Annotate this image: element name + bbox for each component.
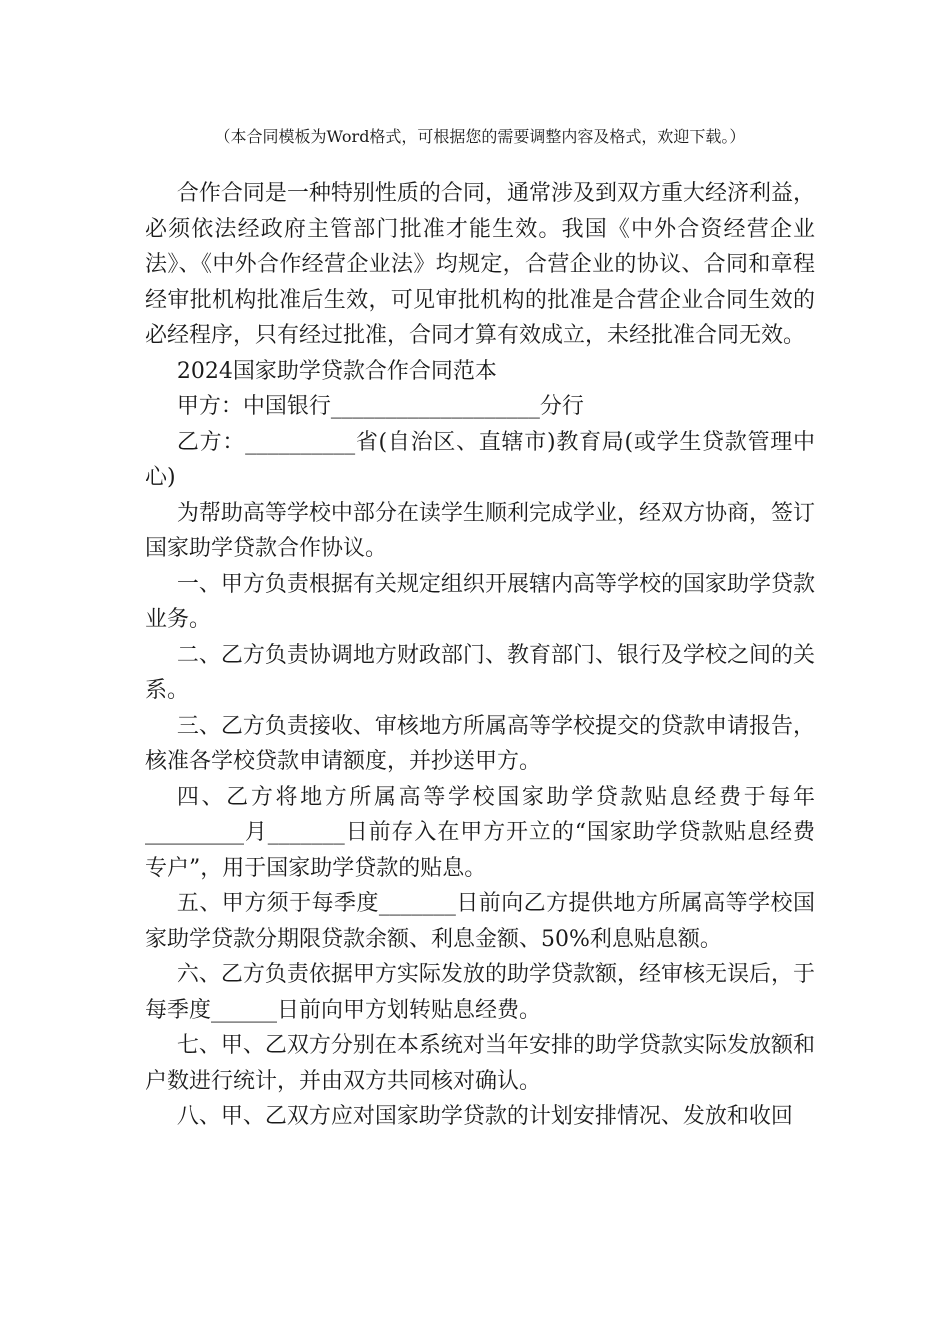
clause-3: 三、乙方负责接收、审核地方所属高等学校提交的贷款申请报告，核准各学校贷款申请额度，并抄送甲方。 (145, 713, 815, 774)
party-b: 乙方：__________省(自治区、直辖市)教育局(或学生贷款管理中心) (145, 429, 815, 490)
clause-7: 七、甲、乙双方分别在本系统对当年安排的助学贷款实际发放额和户数进行统计，并由双方共同核对确认。 (145, 1033, 815, 1094)
document-title: 2024国家助学贷款合作合同范本 (176, 358, 497, 384)
clause-8: 八、甲、乙双方应对国家助学贷款的计划安排情况、发放和收回 (176, 1104, 793, 1129)
clause-5: 五、甲方须于每季度_______日前向乙方提供地方所属高等学校国家助学贷款分期限贷款余额、利息金额、50%利息贴息额。 (145, 891, 815, 952)
party-a: 甲方：中国银行___________________分行 (176, 394, 584, 419)
clause-6: 六、乙方负责依据甲方实际发放的助学贷款额，经审核无误后，于每季度______日前向甲方划转贴息经费。 (145, 962, 815, 1023)
clause-2: 二、乙方负责协调地方财政部门、教育部门、银行及学校之间的关系。 (145, 642, 815, 703)
clause-1: 一、甲方负责根据有关规定组织开展辖内高等学校的国家助学贷款业务。 (145, 571, 815, 632)
document-body (145, 176, 815, 1135)
intro-paragraph: 合作合同是一种特别性质的合同，通常涉及到双方重大经济利益，必须依法经政府主管部门批准才能生效。我国《中外合资经营企业法》、《中外合作经营企业法》均规定，合营企业的协议、合同和章程经审批机构批准后生效，可见审批机构的批准是合营企业合同生效的必经程序，只有经过批准，合同才算有效成立，未经批准合同无效。 (145, 181, 815, 348)
clause-4: 四、乙方将地方所属高等学校国家助学贷款贴息经费于每年_________月_______日前存入在甲方开立的“国家助学贷款贴息经费专户”，用于国家助学贷款的贴息。 (145, 784, 815, 881)
template-note: （本合同模板为Word格式，可根据您的需要调整内容及格式，欢迎下载。） (214, 127, 746, 146)
purpose-paragraph: 为帮助高等学校中部分在读学生顺利完成学业，经双方协商，签订国家助学贷款合作协议。 (145, 500, 815, 561)
